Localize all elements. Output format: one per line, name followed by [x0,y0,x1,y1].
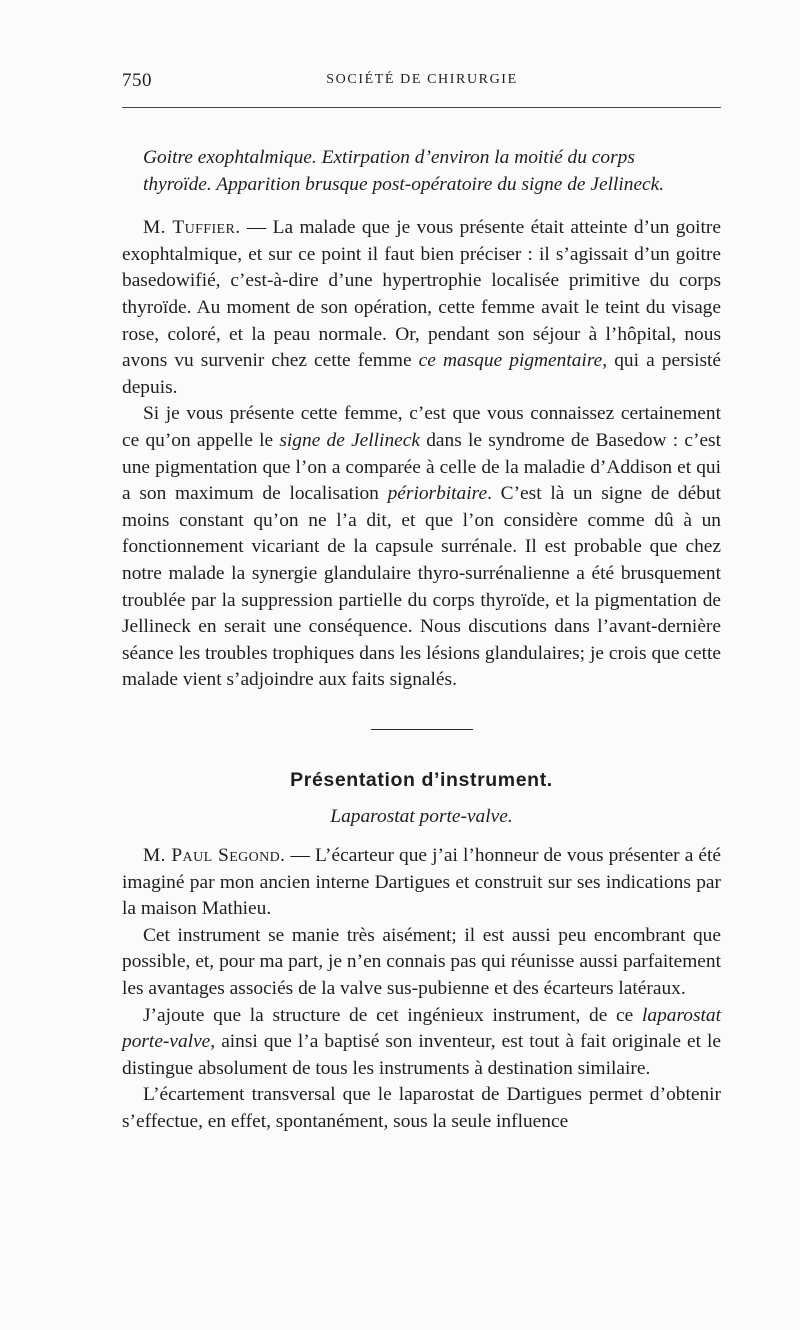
paragraph-segond-1 [122,843,721,923]
paragraph-text: — L’écarteur que j’ai l’honneur de vous présenter a été imaginé par mon ancien interne Dartigues et construit sur ses indications par la maison Mathieu. [122,845,721,920]
paragraph-text: Si je vous présente cette femme, c’est que vous connaissez certainement ce qu’on appelle le [122,403,721,451]
paragraph-text: J’ajoute que la structure de cet ingénieux instrument, de ce [143,1004,642,1026]
speaker-name: M. Paul Segond. [143,845,286,867]
paragraph-text: , ainsi que l’a baptisé son inventeur, est tout à fait originale et le distingue absolument de tous les instruments à destination similaire. [122,1031,721,1079]
paragraph-segond-4: L’écartement transversal que le laparostat de Dartigues permet d’obtenir s’effectue, en effet, spontanément, sous la seule influence [122,1084,721,1132]
section-subheading: Laparostat porte-valve. [330,806,513,828]
body-text [122,145,721,1136]
header-rule [122,107,721,108]
page-header [122,70,722,96]
emphasis-text: laparostat porte-valve [122,1004,721,1053]
paragraph-text: — La malade que je vous présente était atteinte d’un goitre exophtalmique, et sur ce point il faut bien préciser : il s’agissait d’un goitre basedowifié, c’est-à-dire d’une hypertrophie localisée primitive du corps thyroïde. Au moment de son opération, cette femme avait le teint du visage rose, coloré, et la peau normale. Or, pendant son séjour à l’hôpital, nous avons vu survenir chez cette femme [122,217,721,372]
running-title: SOCIÉTÉ DE CHIRURGIE [326,72,518,87]
paragraph-tuffier-1 [122,215,721,401]
article-title-line-2: thyroïde. Apparition brusque post-opératoire du signe de Jellineck. [143,173,665,195]
paragraph-segond-3 [122,1003,721,1083]
paragraph-text: . C’est là un signe de début moins constant qu’on ne l’a dit, et que l’on considère comme dû à un fonctionnement vicariant de la capsule surrénale. Il est probable que chez notre malade la synergie glandulaire thyro-surrénalienne a été brusquement troublée par la suppression partielle du corps thyroïde, et la pigmentation de Jellineck en serait une conséquence. Nous discutions dans l’avant-dernière séance les troubles trophiques dans les lésions glandulaires; je crois que cette malade vient s’adjoindre aux faits signalés. [122,483,722,691]
paragraph-text: , qui a persisté depuis. [122,350,721,398]
speaker-name: M. Tuffier. [143,217,241,239]
paragraph-segond-2: Cet instrument se manie très aisément; il est aussi peu encombrant que possible, et, pour ma part, je n’en connais pas qui réunisse aussi parfaitement les avantages associés de la valve sus-pubienne et des écarteurs latéraux. [122,924,721,1000]
emphasis-text: signe de Jellineck [279,429,420,451]
article-title [122,145,721,198]
emphasis-text: ce masque pigmentaire [418,350,603,372]
paragraph-text: dans le syndrome de Basedow : c’est une pigmentation que l’on a comparée à celle de la maladie d’Addison et qui a son maximum de localisation [122,429,721,505]
section-separator [371,729,473,730]
article-title-line-1: Goitre exophtalmique. Extirpation d’environ la moitié du corps [143,147,635,168]
emphasis-text: périorbitaire [387,483,488,505]
paragraph-tuffier-2 [122,401,721,694]
section-heading: Présentation d’instrument. [290,768,553,791]
page-number: 750 [122,70,152,91]
